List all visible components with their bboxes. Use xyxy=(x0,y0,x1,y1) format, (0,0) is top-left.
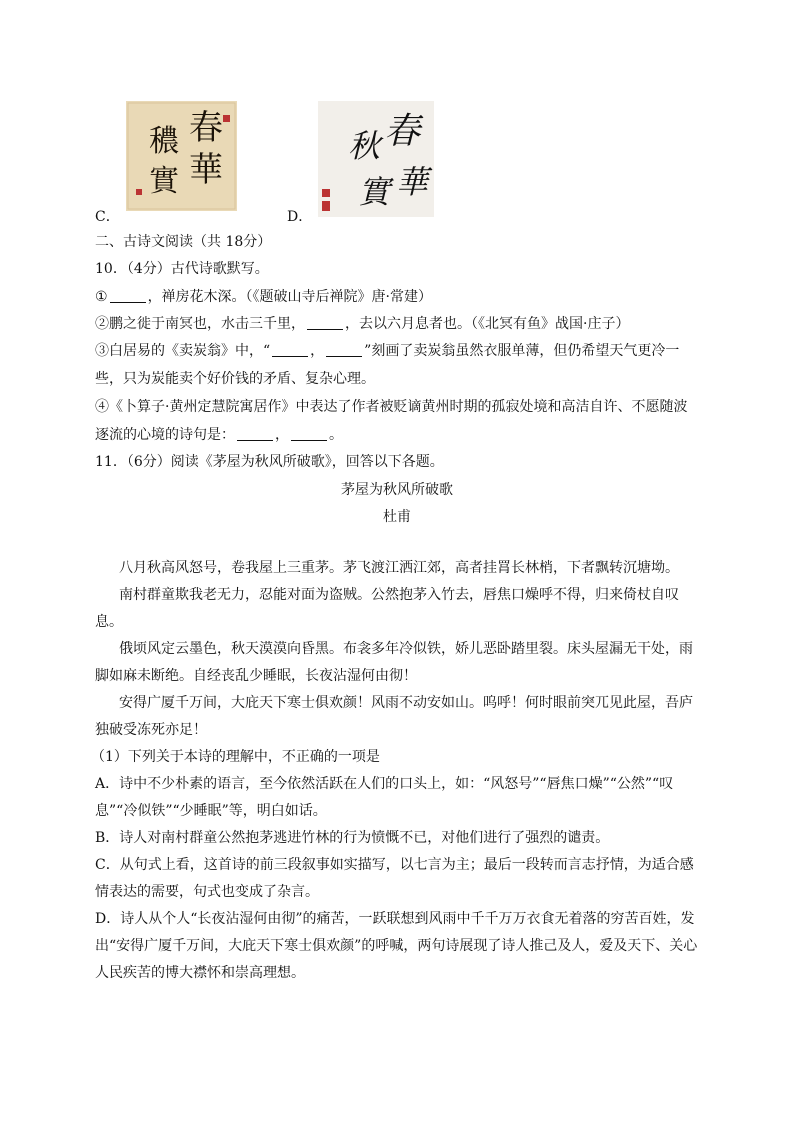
q10-item4-line1: ④《卜算子·黄州定慧院寓居作》中表达了作者被贬谪黄州时期的孤寂处境和高洁自许、不愿随波 xyxy=(95,399,688,415)
q10-item3 xyxy=(95,341,679,361)
q10-item4-head: 逐流的心境的诗句是： xyxy=(95,427,235,443)
option-c-line2[interactable]: 情表达的需要，句式也变成了杂言。 xyxy=(95,884,319,900)
c-char-3: 穠 xyxy=(149,124,179,159)
q10-item2-head: ②鹏之徙于南冥也，水击三千里， xyxy=(95,316,305,332)
seal-stamp-icon xyxy=(322,189,330,197)
calligraphy-d-svg xyxy=(318,101,434,217)
answer-blank[interactable] xyxy=(110,288,146,303)
poem-line: 俄顷风定云墨色，秋天漠漠向昏黑。布衾多年冷似铁，娇儿恶卧踏里裂。床头屋漏无干处，雨 xyxy=(119,641,693,657)
q10-item1-tail: ，禅房花木深。（《题破山寺后禅院》唐·常建） xyxy=(147,289,433,305)
q10-item1 xyxy=(95,287,432,307)
poem-title: 茅屋为秋风所破歌 xyxy=(341,482,453,498)
option-a-line1[interactable]: A．诗中不少朴素的语言，至今依然活跃在人们的口头上，如：“风怒号”“唇焦口燥”“公然”“叹 xyxy=(95,776,674,792)
q10-item3-tail: ”刻画了卖炭翁虽然衣服单薄，但仍希望天气更冷一 xyxy=(364,343,680,359)
c-char-2: 華 xyxy=(189,150,223,190)
d-char-2: 華 xyxy=(395,163,429,201)
section-heading: 二、古诗文阅读（共 18分） xyxy=(95,234,272,250)
poem-line: 南村群童欺我老无力，忍能对面为盗贼。公然抱茅入竹去，唇焦口燥呼不得，归来倚杖自叹 xyxy=(119,587,679,603)
q10-item3-mid: ， xyxy=(310,343,325,359)
q10-item4-mid: ， xyxy=(275,427,289,443)
q10-item2 xyxy=(95,314,629,334)
q10-title: 10．（4分）古代诗歌默写。 xyxy=(95,261,269,277)
poem-line: 八月秋高风怒号，卷我屋上三重茅。茅飞渡江洒江郊，高者挂罥长林梢，下者飘转沉塘坳。 xyxy=(119,560,679,576)
c-char-4: 實 xyxy=(149,164,179,199)
poem-line: 息。 xyxy=(95,614,123,630)
q10-item3-line2: 些，只为炭能卖个好价钱的矛盾、复杂心理。 xyxy=(95,371,375,387)
option-c-label[interactable]: C． xyxy=(95,209,120,225)
option-a-line2[interactable]: 息”“冷似铁”“少睡眠”等，明白如话。 xyxy=(95,803,327,819)
seal-stamp-icon xyxy=(136,189,142,195)
answer-blank[interactable] xyxy=(291,426,327,441)
d-char-1: 春 xyxy=(383,111,421,152)
option-d-line1[interactable]: D．诗人从个人“长夜沾湿何由彻”的痛苦，一跃联想到风雨中千千万万衣食无着落的穷苦百姓，发 xyxy=(95,911,695,927)
option-c-line1[interactable]: C．从句式上看，这首诗的前三段叙事如实描写，以七言为主；最后一段转而言志抒情，为适合感 xyxy=(95,857,694,873)
option-c-calligraphy-image[interactable] xyxy=(126,101,237,211)
q10-item1-head: ① xyxy=(95,289,108,305)
d-char-4: 實 xyxy=(357,173,391,211)
d-char-3: 秋 xyxy=(347,127,381,165)
poem-author: 杜甫 xyxy=(383,509,411,525)
poem-line: 独破受冻死亦足！ xyxy=(95,722,207,738)
seal-stamp-icon xyxy=(223,115,230,122)
option-d-line2[interactable]: 出“安得广厦千万间，大庇天下寒士俱欢颜”的呼喊，两句诗展现了诗人推己及人，爱及天下、关心 xyxy=(95,938,698,954)
answer-blank[interactable] xyxy=(237,426,273,441)
q11-sub1-stem: （1）下列关于本诗的理解中，不正确的一项是 xyxy=(91,749,380,765)
answer-blank[interactable] xyxy=(326,342,362,357)
poem-line: 安得广厦千万间，大庇天下寒士俱欢颜！风雨不动安如山。呜呼！何时眼前突兀见此屋，吾庐 xyxy=(119,695,693,711)
answer-blank[interactable] xyxy=(307,315,343,330)
q10-item2-tail: ，去以六月息者也。（《北冥有鱼》战国·庄子） xyxy=(345,316,630,332)
seal-stamp-icon xyxy=(322,201,330,211)
q11-title: 11．（6分）阅读《茅屋为秋风所破歌》，回答以下各题。 xyxy=(95,454,444,470)
option-d-line3[interactable]: 人民疾苦的博大襟怀和崇高理想。 xyxy=(95,965,305,981)
answer-blank[interactable] xyxy=(272,342,308,357)
q10-item3-head: ③白居易的《卖炭翁》中，“ xyxy=(95,343,271,359)
c-char-1: 春 xyxy=(189,108,223,148)
q10-item4-tail: 。 xyxy=(329,427,343,443)
option-d-label[interactable]: D． xyxy=(287,209,313,225)
option-b[interactable]: B．诗人对南村群童公然抱茅逃进竹林的行为愤慨不已，对他们进行了强烈的谴责。 xyxy=(95,830,610,846)
q10-item4-line2 xyxy=(95,425,343,445)
poem-line: 脚如麻未断绝。自经丧乱少睡眠，长夜沾湿何由彻！ xyxy=(95,668,417,684)
calligraphy-c-svg xyxy=(126,101,237,211)
option-d-calligraphy-image[interactable] xyxy=(318,101,434,217)
